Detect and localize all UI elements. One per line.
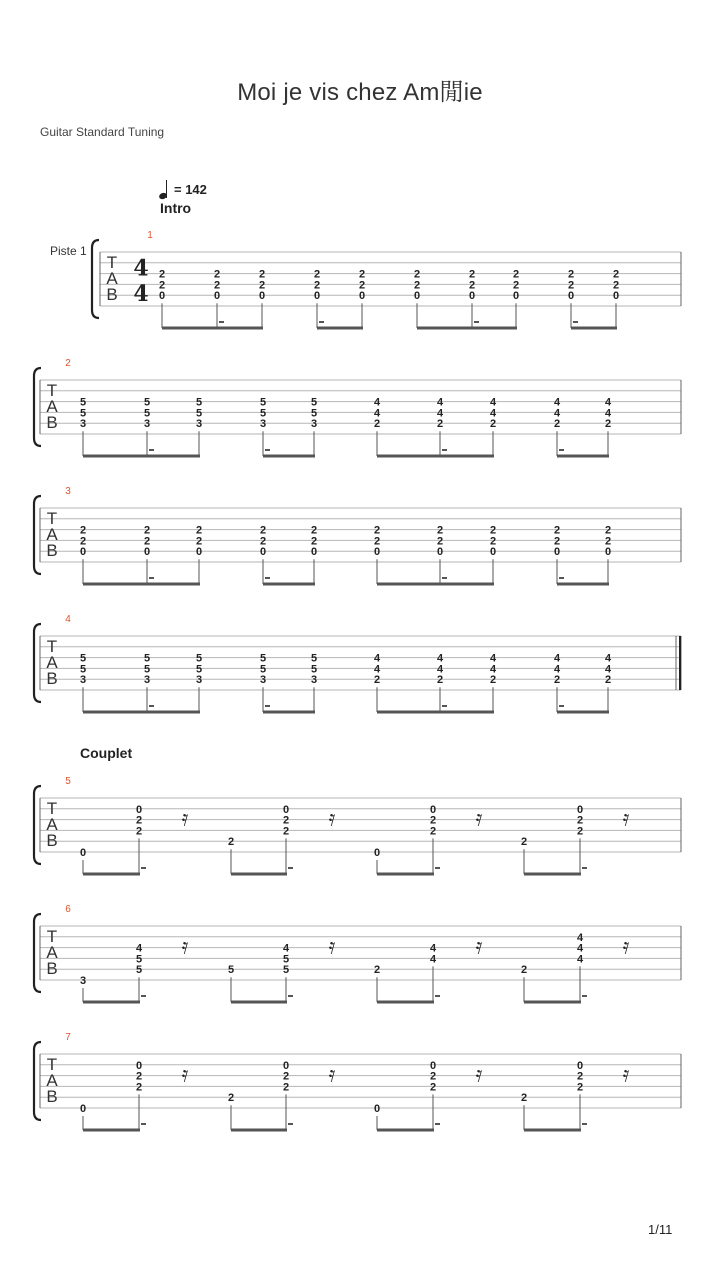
rhythm-dot (219, 321, 224, 323)
fret-number: 0 (489, 546, 497, 559)
fret-number: 2 (158, 268, 166, 281)
fret-number: 2 (413, 268, 421, 281)
fret-number: 4 (373, 396, 381, 409)
fret-number: 3 (143, 418, 151, 431)
fret-number: 2 (604, 535, 612, 548)
sixteenth-rest: 𝄿 (181, 806, 189, 832)
fret-number: 5 (143, 652, 151, 665)
fret-number: 2 (553, 535, 561, 548)
fret-number: 0 (373, 847, 381, 859)
fret-number: 0 (79, 1103, 87, 1115)
sixteenth-rest: 𝄿 (328, 934, 336, 960)
tab-clef-letter: T (106, 253, 118, 272)
section-label-couplet: Couplet (80, 745, 133, 761)
fret-number: 3 (79, 418, 87, 431)
fret-number: 0 (259, 546, 267, 559)
fret-number: 2 (429, 1081, 437, 1094)
fret-number: 4 (553, 396, 561, 409)
fret-number: 4 (489, 652, 497, 665)
fret-number: 4 (604, 663, 612, 676)
measure-number: 4 (65, 614, 71, 625)
fret-number: 4 (373, 407, 381, 420)
fret-number: 2 (313, 268, 321, 281)
beam (524, 1001, 581, 1004)
rhythm-dot (442, 577, 447, 579)
fret-number: 2 (612, 268, 620, 281)
beam (83, 583, 200, 586)
beam (317, 327, 363, 330)
rhythm-dot (141, 867, 146, 869)
fret-number: 2 (79, 524, 87, 537)
tab-clef-letter: A (106, 269, 118, 288)
fret-number: 5 (227, 964, 235, 977)
beam (83, 873, 140, 876)
measure-number: 1 (147, 230, 153, 241)
fret-number: 0 (436, 546, 444, 559)
beam (524, 873, 581, 876)
sixteenth-rest: 𝄿 (475, 1062, 483, 1088)
fret-number: 4 (282, 942, 290, 955)
fret-number: 0 (135, 1059, 143, 1072)
fret-number: 0 (143, 546, 151, 559)
tuning-label: Guitar Standard Tuning (40, 125, 165, 139)
fret-number: 2 (259, 535, 267, 548)
beam (263, 711, 315, 714)
fret-number: 4 (436, 396, 444, 409)
page-title: Moi je vis chez Am閒ie (237, 79, 483, 106)
tab-clef-letter: A (46, 943, 58, 962)
sixteenth-rest: 𝄿 (181, 1062, 189, 1088)
tab-clef-letter: B (46, 1087, 58, 1106)
fret-number: 2 (282, 1081, 290, 1094)
beam (83, 1129, 140, 1132)
fret-number: 2 (429, 1070, 437, 1083)
fret-number: 3 (195, 418, 203, 431)
fret-number: 0 (429, 803, 437, 816)
page-number: 1/11 (648, 1222, 673, 1237)
fret-number: 4 (373, 663, 381, 676)
fret-number: 2 (282, 814, 290, 827)
fret-number: 0 (468, 290, 476, 303)
fret-number: 2 (429, 825, 437, 838)
fret-number: 5 (259, 652, 267, 665)
fret-number: 2 (512, 268, 520, 281)
fret-number: 2 (135, 1070, 143, 1083)
fret-number: 0 (135, 803, 143, 816)
fret-number: 5 (282, 953, 290, 966)
rhythm-dot (442, 449, 447, 451)
fret-number: 4 (436, 407, 444, 420)
fret-number: 5 (310, 663, 318, 676)
fret-number: 4 (604, 407, 612, 420)
fret-number: 2 (213, 268, 221, 281)
fret-number: 5 (79, 396, 87, 409)
fret-number: 2 (489, 535, 497, 548)
fret-number: 3 (79, 975, 87, 987)
fret-number: 2 (436, 418, 444, 431)
fret-number: 2 (143, 535, 151, 548)
rhythm-dot (435, 995, 440, 997)
fret-number: 2 (310, 535, 318, 548)
fret-number: 0 (313, 290, 321, 303)
fret-number: 4 (576, 942, 584, 955)
rhythm-dot (582, 995, 587, 997)
beam (263, 583, 315, 586)
fret-number: 5 (310, 407, 318, 420)
fret-number: 2 (576, 825, 584, 838)
fret-number: 5 (282, 964, 290, 977)
measure-number: 7 (65, 1032, 71, 1043)
fret-number: 2 (358, 268, 366, 281)
beam (83, 1001, 140, 1004)
fret-number: 2 (373, 418, 381, 431)
fret-number: 0 (158, 290, 166, 303)
fret-number: 5 (135, 964, 143, 977)
tab-clef-letter: T (46, 509, 58, 528)
fret-number: 2 (195, 524, 203, 537)
fret-number: 3 (79, 674, 87, 687)
fret-number: 3 (310, 674, 318, 687)
rhythm-dot (265, 705, 270, 707)
fret-number: 4 (489, 396, 497, 409)
fret-number: 2 (604, 674, 612, 687)
fret-number: 3 (259, 674, 267, 687)
sixteenth-rest: 𝄿 (181, 934, 189, 960)
rhythm-dot (442, 705, 447, 707)
tab-clef-letter: A (46, 397, 58, 416)
tab-clef-letter: B (46, 959, 58, 978)
fret-number: 2 (553, 674, 561, 687)
beam (571, 327, 617, 330)
fret-number: 2 (158, 279, 166, 292)
rhythm-dot (265, 449, 270, 451)
time-signature-numerator: 4 (133, 255, 149, 282)
fret-number: 2 (135, 1081, 143, 1094)
rhythm-dot (474, 321, 479, 323)
tab-clef-letter: A (46, 525, 58, 544)
fret-number: 2 (576, 1081, 584, 1094)
fret-number: 2 (520, 836, 528, 849)
fret-number: 2 (520, 1092, 528, 1105)
beam (377, 1001, 434, 1004)
rhythm-dot (288, 995, 293, 997)
fret-number: 5 (79, 652, 87, 665)
beam (231, 1129, 287, 1132)
fret-number: 2 (436, 674, 444, 687)
fret-number: 0 (567, 290, 575, 303)
rhythm-dot (149, 577, 154, 579)
tab-clef-letter: B (106, 285, 118, 304)
fret-number: 0 (310, 546, 318, 559)
sixteenth-rest: 𝄿 (622, 1062, 630, 1088)
tab-clef-letter: A (46, 815, 58, 834)
fret-number: 0 (413, 290, 421, 303)
beam (231, 873, 287, 876)
fret-number: 4 (553, 407, 561, 420)
fret-number: 0 (429, 1059, 437, 1072)
fret-number: 5 (195, 407, 203, 420)
fret-number: 2 (604, 418, 612, 431)
beam (263, 455, 315, 458)
fret-number: 2 (135, 814, 143, 827)
fret-number: 5 (79, 407, 87, 420)
tab-clef-letter: T (46, 927, 58, 946)
fret-number: 2 (612, 279, 620, 292)
fret-number: 0 (195, 546, 203, 559)
fret-number: 2 (489, 674, 497, 687)
rhythm-dot (559, 577, 564, 579)
fret-number: 4 (576, 931, 584, 944)
sixteenth-rest: 𝄿 (475, 806, 483, 832)
tab-clef-letter: T (46, 381, 58, 400)
fret-number: 2 (373, 674, 381, 687)
fret-number: 0 (512, 290, 520, 303)
fret-number: 2 (259, 524, 267, 537)
fret-number: 2 (143, 524, 151, 537)
system-brace (92, 240, 99, 318)
fret-number: 2 (313, 279, 321, 292)
fret-number: 2 (282, 1070, 290, 1083)
measure-number: 5 (65, 776, 71, 787)
fret-number: 2 (604, 524, 612, 537)
rhythm-dot (582, 1123, 587, 1125)
rhythm-dot (435, 867, 440, 869)
fret-number: 2 (468, 268, 476, 281)
beam (377, 711, 494, 714)
sixteenth-rest: 𝄿 (622, 806, 630, 832)
fret-number: 2 (468, 279, 476, 292)
rhythm-dot (265, 577, 270, 579)
fret-number: 5 (143, 396, 151, 409)
fret-number: 2 (489, 524, 497, 537)
fret-number: 0 (576, 803, 584, 816)
rhythm-dot (288, 867, 293, 869)
fret-number: 2 (227, 836, 235, 849)
rhythm-dot (559, 705, 564, 707)
beam (557, 455, 609, 458)
fret-number: 4 (135, 942, 143, 955)
beam (557, 583, 609, 586)
fret-number: 2 (553, 418, 561, 431)
fret-number: 2 (373, 535, 381, 548)
rhythm-dot (149, 449, 154, 451)
fret-number: 2 (358, 279, 366, 292)
rhythm-dot (319, 321, 324, 323)
fret-number: 3 (310, 418, 318, 431)
fret-number: 2 (213, 279, 221, 292)
fret-number: 0 (213, 290, 221, 303)
fret-number: 2 (512, 279, 520, 292)
rhythm-dot (559, 449, 564, 451)
fret-number: 2 (258, 279, 266, 292)
fret-number: 0 (258, 290, 266, 303)
fret-number: 4 (429, 942, 437, 955)
fret-number: 2 (576, 1070, 584, 1083)
beam (377, 455, 494, 458)
sixteenth-rest: 𝄿 (475, 934, 483, 960)
fret-number: 2 (567, 268, 575, 281)
fret-number: 0 (553, 546, 561, 559)
fret-number: 2 (310, 524, 318, 537)
tab-clef-letter: B (46, 413, 58, 432)
fret-number: 5 (79, 663, 87, 676)
tab-clef-letter: A (46, 1071, 58, 1090)
fret-number: 3 (259, 418, 267, 431)
fret-number: 4 (553, 663, 561, 676)
fret-number: 2 (373, 964, 381, 977)
fret-number: 2 (576, 814, 584, 827)
tab-clef-letter: T (46, 1055, 58, 1074)
beam (524, 1129, 581, 1132)
fret-number: 2 (436, 524, 444, 537)
tab-clef-letter: B (46, 831, 58, 850)
fret-number: 5 (195, 396, 203, 409)
rhythm-dot (288, 1123, 293, 1125)
fret-number: 2 (489, 418, 497, 431)
fret-number: 5 (195, 663, 203, 676)
fret-number: 5 (310, 396, 318, 409)
measure-number: 2 (65, 358, 71, 369)
fret-number: 2 (567, 279, 575, 292)
fret-number: 0 (79, 847, 87, 859)
fret-number: 3 (143, 674, 151, 687)
rhythm-dot (582, 867, 587, 869)
fret-number: 0 (79, 546, 87, 559)
fret-number: 3 (195, 674, 203, 687)
fret-number: 2 (282, 825, 290, 838)
beam (231, 1001, 287, 1004)
tab-clef-letter: T (46, 637, 58, 656)
sixteenth-rest: 𝄿 (328, 806, 336, 832)
rhythm-dot (141, 1123, 146, 1125)
fret-number: 4 (604, 396, 612, 409)
beam (162, 327, 263, 330)
tab-clef-letter: B (46, 541, 58, 560)
fret-number: 2 (436, 535, 444, 548)
fret-number: 2 (258, 268, 266, 281)
fret-number: 4 (489, 663, 497, 676)
fret-number: 2 (195, 535, 203, 548)
rhythm-dot (149, 705, 154, 707)
fret-number: 4 (436, 652, 444, 665)
fret-number: 5 (259, 396, 267, 409)
beam (417, 327, 517, 330)
fret-number: 4 (553, 652, 561, 665)
fret-number: 4 (373, 652, 381, 665)
fret-number: 0 (576, 1059, 584, 1072)
tempo-value: = 142 (174, 182, 207, 197)
beam (557, 711, 609, 714)
fret-number: 0 (358, 290, 366, 303)
tab-clef-letter: T (46, 799, 58, 818)
fret-number: 4 (436, 663, 444, 676)
rhythm-dot (141, 995, 146, 997)
fret-number: 5 (195, 652, 203, 665)
beam (377, 583, 494, 586)
fret-number: 0 (373, 1103, 381, 1115)
fret-number: 5 (259, 407, 267, 420)
beam (83, 455, 200, 458)
fret-number: 5 (259, 663, 267, 676)
fret-number: 0 (282, 803, 290, 816)
fret-number: 0 (604, 546, 612, 559)
tab-clef-letter: B (46, 669, 58, 688)
time-signature-denominator: 4 (133, 281, 149, 308)
beam (377, 1129, 434, 1132)
beam (83, 711, 200, 714)
beam (377, 873, 434, 876)
fret-number: 5 (143, 407, 151, 420)
fret-number: 2 (429, 814, 437, 827)
track-name: Piste 1 (50, 244, 87, 258)
fret-number: 4 (576, 953, 584, 966)
sixteenth-rest: 𝄿 (622, 934, 630, 960)
sixteenth-rest: 𝄿 (328, 1062, 336, 1088)
fret-number: 5 (310, 652, 318, 665)
fret-number: 2 (227, 1092, 235, 1105)
rhythm-dot (435, 1123, 440, 1125)
fret-number: 5 (143, 663, 151, 676)
measure-number: 6 (65, 904, 71, 915)
fret-number: 5 (135, 953, 143, 966)
tab-clef-letter: A (46, 653, 58, 672)
fret-number: 4 (429, 953, 437, 966)
section-label-intro: Intro (160, 200, 192, 216)
fret-number: 2 (520, 964, 528, 977)
fret-number: 4 (489, 407, 497, 420)
rhythm-dot (573, 321, 578, 323)
fret-number: 2 (79, 535, 87, 548)
fret-number: 0 (282, 1059, 290, 1072)
fret-number: 2 (135, 825, 143, 838)
fret-number: 0 (612, 290, 620, 303)
fret-number: 4 (604, 652, 612, 665)
fret-number: 0 (373, 546, 381, 559)
fret-number: 2 (553, 524, 561, 537)
measure-number: 3 (65, 486, 71, 497)
fret-number: 2 (413, 279, 421, 292)
fret-number: 2 (373, 524, 381, 537)
